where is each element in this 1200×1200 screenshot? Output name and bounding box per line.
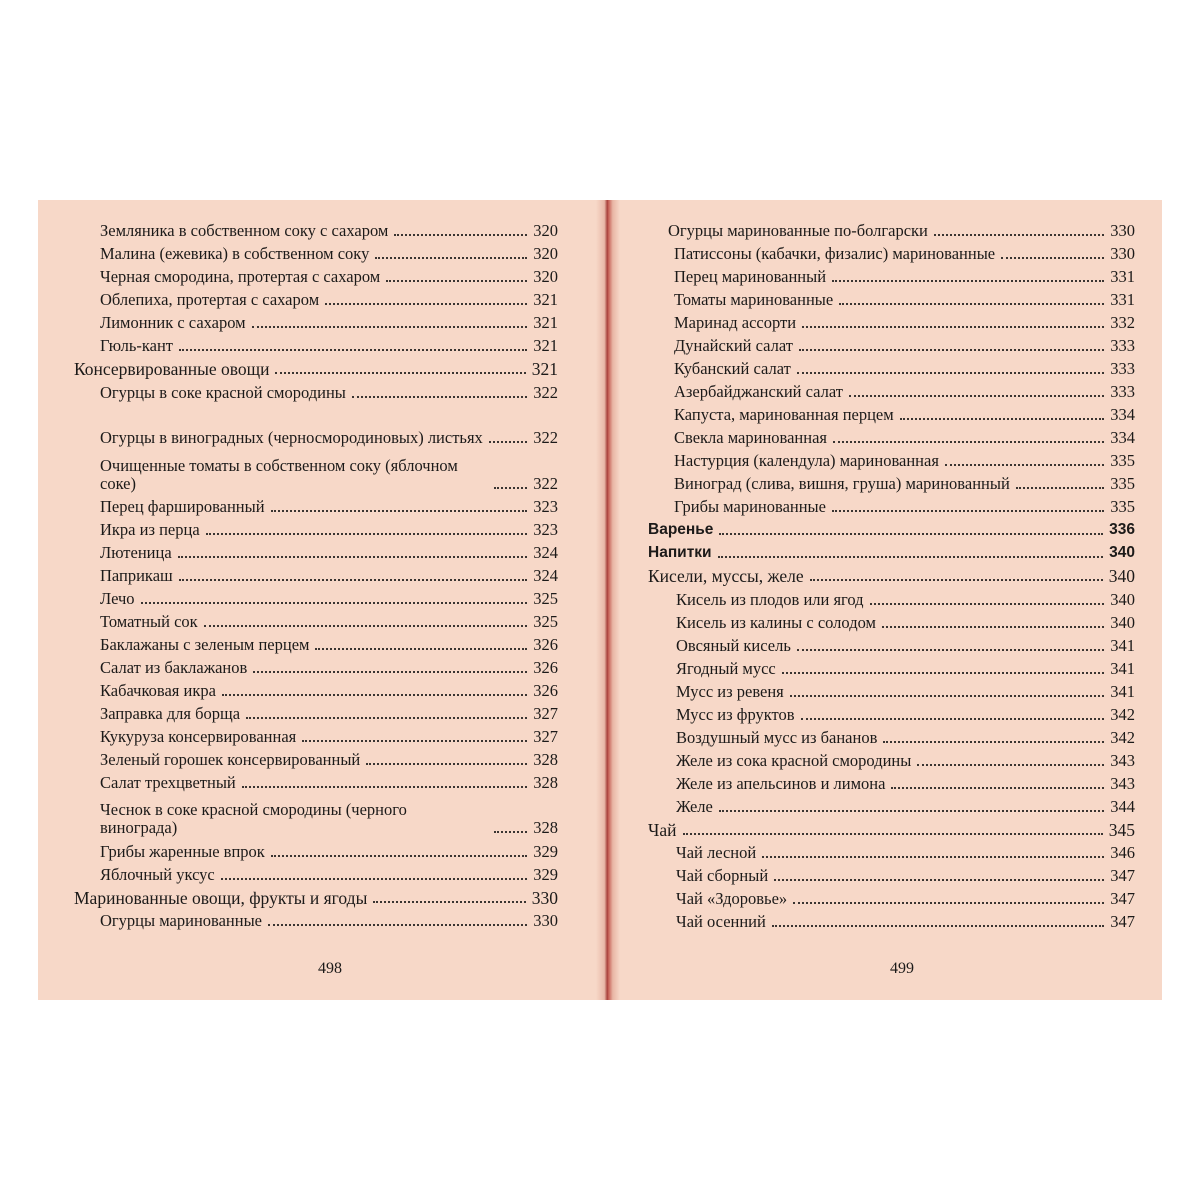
dot-leader: [839, 303, 1104, 305]
toc-entry-title: Перец маринованный: [674, 267, 827, 286]
toc-entry: [676, 704, 1135, 724]
toc-page-number: 347: [1110, 889, 1135, 908]
toc-page-number: 325: [533, 589, 558, 608]
dot-leader: [394, 234, 527, 236]
dot-leader: [882, 626, 1104, 628]
dot-leader: [934, 234, 1104, 236]
toc-page-number: 323: [533, 520, 558, 539]
toc-entry: [668, 220, 1135, 240]
toc-page-number: 322: [533, 428, 558, 447]
toc-entry-title: Салат трехцветный: [100, 773, 236, 792]
toc-page-number: 328: [533, 818, 558, 837]
dot-leader: [833, 441, 1104, 443]
toc-entry-title: Овсяный кисель: [676, 636, 791, 655]
toc-entry: [674, 289, 1135, 309]
dot-leader: [719, 810, 1104, 812]
dot-leader: [271, 510, 528, 512]
right-page: [610, 200, 1162, 1000]
toc-entry: [676, 842, 1135, 862]
toc-entry: [100, 864, 558, 884]
toc-entry: [100, 703, 558, 723]
toc-entry-title: Кисели, муссы, желе: [648, 566, 804, 586]
toc-entry: [100, 266, 558, 286]
toc-entry-title: Салат из баклажанов: [100, 658, 248, 677]
page-number-right: 499: [890, 960, 914, 977]
dot-leader: [315, 648, 527, 650]
toc-entry-title: Лимонник с сахаром: [100, 313, 246, 332]
toc-entry: [100, 611, 558, 631]
dot-leader: [917, 764, 1104, 766]
toc-entry: [100, 451, 558, 493]
toc-page-number: 334: [1110, 428, 1135, 447]
toc-page-number: 330: [533, 911, 558, 930]
toc-entry-title: Дунайский салат: [674, 336, 793, 355]
toc-entry: [674, 312, 1135, 332]
toc-entry: [100, 312, 558, 332]
toc-page-number: 332: [1110, 313, 1135, 332]
dot-leader: [178, 556, 528, 558]
toc-entry: [100, 749, 558, 769]
page-number-left: 498: [318, 960, 342, 977]
toc-entry: [676, 727, 1135, 747]
dot-leader: [302, 740, 527, 742]
dot-leader: [242, 786, 527, 788]
toc-page-number: 335: [1110, 497, 1135, 516]
toc-entry-title: Очищенные томаты в собственном соку (яблочном соке): [100, 456, 458, 493]
toc-entry-title: Кубанский салат: [674, 359, 791, 378]
toc-page-number: 320: [533, 267, 558, 286]
toc-entry-title: Консервированные овощи: [74, 359, 270, 379]
toc-entry-title: Кисель из калины с солодом: [676, 613, 876, 632]
toc-entry: [676, 635, 1135, 655]
toc-entry-title: Гюль-кант: [100, 336, 174, 355]
dot-leader: [832, 280, 1104, 282]
toc-entry: [674, 266, 1135, 286]
toc-entry: [648, 542, 1135, 562]
toc-entry-title: Икра из перца: [100, 520, 200, 539]
dot-leader: [489, 441, 527, 443]
dot-leader: [891, 787, 1104, 789]
toc-entry: [100, 405, 558, 447]
toc-entry-title: Земляника в собственном соку с сахаром: [100, 221, 389, 240]
toc-entry-title: Настурция (календула) маринованная: [674, 451, 939, 470]
toc-entry-title: Огурцы маринованные: [100, 911, 263, 930]
toc-entry-title: Паприкаш: [100, 566, 173, 585]
toc-page-number: 326: [533, 681, 558, 700]
dot-leader: [772, 925, 1104, 927]
toc-page-number: 321: [533, 290, 558, 309]
dot-leader: [268, 924, 527, 926]
toc-page-number: 340: [1110, 613, 1135, 632]
toc-entry-title: Маринованные овощи, фрукты и ягоды: [74, 888, 368, 908]
toc-page-number: 324: [533, 543, 558, 562]
toc-page-number: 340: [1108, 566, 1135, 586]
toc-entry: [676, 911, 1135, 931]
toc-page-number: 330: [531, 888, 558, 908]
toc-entry-title: Томаты маринованные: [674, 290, 834, 309]
dot-leader: [206, 533, 528, 535]
toc-entry: [674, 358, 1135, 378]
toc-entry-title: Чай сборный: [676, 866, 769, 885]
toc-page-number: 328: [533, 773, 558, 792]
dot-leader: [373, 901, 525, 903]
toc-page-number: 322: [533, 383, 558, 402]
toc-entry: [100, 910, 558, 930]
toc-page-number: 325: [533, 612, 558, 631]
toc-page-number: 329: [533, 865, 558, 884]
toc-page-number: 321: [531, 359, 558, 379]
toc-entry-title: Заправка для борща: [100, 704, 241, 723]
toc-entry: [100, 634, 558, 654]
toc-entry-title: Зеленый горошек консервированный: [100, 750, 361, 769]
toc-entry-title: Азербайджанский салат: [674, 382, 843, 401]
toc-entry: [674, 450, 1135, 470]
toc-entry: [100, 565, 558, 585]
toc-entry: [676, 658, 1135, 678]
toc-entry: [674, 496, 1135, 516]
toc-page-number: 328: [533, 750, 558, 769]
dot-leader: [366, 763, 527, 765]
toc-page-number: 343: [1110, 751, 1135, 770]
toc-entry: [100, 657, 558, 677]
toc-page-number: 334: [1110, 405, 1135, 424]
toc-page-number: 347: [1110, 912, 1135, 931]
book-spread: [38, 200, 1162, 1000]
toc-page-number: 333: [1110, 336, 1135, 355]
toc-entry-title: Капуста, маринованная перцем: [674, 405, 894, 424]
toc-page-number: 322: [533, 474, 558, 493]
dot-leader: [683, 833, 1103, 835]
toc-entry-title: Огурцы в виноградных (черносмородиновых) листьях: [100, 428, 483, 447]
toc-entry-title: Грибы жаренные впрок: [100, 842, 265, 861]
toc-entry-title: Чай «Здоровье»: [676, 889, 788, 908]
toc-entry: [676, 750, 1135, 770]
toc-page-number: 336: [1109, 521, 1135, 538]
dot-leader: [221, 878, 527, 880]
toc-entry: [100, 841, 558, 861]
dot-leader: [352, 396, 527, 398]
dot-leader: [774, 879, 1104, 881]
toc-page-number: 343: [1110, 774, 1135, 793]
toc-page-number: 340: [1110, 590, 1135, 609]
toc-entry: [100, 680, 558, 700]
toc-entry: [74, 887, 558, 907]
toc-entry: [100, 289, 558, 309]
toc-page-number: 320: [533, 244, 558, 263]
toc-entry-title: Яблочный уксус: [100, 865, 215, 884]
toc-entry: [676, 865, 1135, 885]
toc-entry: [100, 588, 558, 608]
toc-entry-title: Чеснок в соке красной смородины (черного винограда): [100, 800, 407, 837]
toc-page-number: 346: [1110, 843, 1135, 862]
toc-page-number: 323: [533, 497, 558, 516]
toc-page-number: 327: [533, 727, 558, 746]
toc-entry: [100, 772, 558, 792]
toc-page-number: 331: [1110, 290, 1135, 309]
toc-entry-title: Патиссоны (кабачки, физалис) маринованные: [674, 244, 996, 263]
toc-page-number: 335: [1110, 451, 1135, 470]
toc-entry: [676, 888, 1135, 908]
toc-entry: [648, 819, 1135, 839]
toc-entry-title: Чай: [648, 820, 677, 840]
toc-entry: [100, 496, 558, 516]
dot-leader: [810, 579, 1103, 581]
toc-entry: [674, 381, 1135, 401]
toc-entry-title: Кисель из плодов или ягод: [676, 590, 864, 609]
dot-leader: [832, 510, 1104, 512]
toc-page-number: 330: [1110, 221, 1135, 240]
toc-entry: [100, 220, 558, 240]
toc-entry-title: Томатный сок: [100, 612, 198, 631]
toc-entry: [674, 243, 1135, 263]
toc-entry-title: Виноград (слива, вишня, груша) маринованный: [674, 474, 1010, 493]
dot-leader: [141, 602, 528, 604]
dot-leader: [494, 831, 527, 833]
dot-leader: [790, 695, 1104, 697]
toc-entry-title: Чай осенний: [676, 912, 766, 931]
dot-leader: [253, 671, 527, 673]
toc-entry: [648, 519, 1135, 539]
toc-entry-title: Баклажаны с зеленым перцем: [100, 635, 310, 654]
toc-page-number: 342: [1110, 705, 1135, 724]
dot-leader: [718, 556, 1104, 558]
toc-entry-title: Желе из сока красной смородины: [676, 751, 912, 770]
toc-entry-title: Желе из апельсинов и лимона: [676, 774, 886, 793]
toc-page-number: 324: [533, 566, 558, 585]
toc-entry: [676, 589, 1135, 609]
toc-entry: [648, 565, 1135, 585]
toc-page-number: 345: [1108, 820, 1135, 840]
toc-entry-title: Малина (ежевика) в собственном соку: [100, 244, 370, 263]
toc-page-number: 333: [1110, 382, 1135, 401]
dot-leader: [204, 625, 528, 627]
toc-entry-title: Лечо: [100, 589, 135, 608]
toc-entry-title: Перец фаршированный: [100, 497, 265, 516]
toc-page-number: 333: [1110, 359, 1135, 378]
dot-leader: [802, 326, 1104, 328]
toc-page-number: 340: [1109, 544, 1135, 561]
toc-entry: [100, 335, 558, 355]
toc-page-number: 347: [1110, 866, 1135, 885]
dot-leader: [945, 464, 1104, 466]
toc-entry-title: Воздушный мусс из бананов: [676, 728, 878, 747]
toc-entry-title: Кабачковая икра: [100, 681, 216, 700]
toc-entry-title: Мусс из фруктов: [676, 705, 795, 724]
toc-entry-title: Огурцы в соке красной смородины: [100, 383, 346, 402]
toc-entry: [100, 519, 558, 539]
dot-leader: [801, 718, 1105, 720]
dot-leader: [275, 372, 525, 374]
toc-page-number: 342: [1110, 728, 1135, 747]
dot-leader: [719, 533, 1103, 535]
dot-leader: [222, 694, 527, 696]
toc-page-number: 341: [1110, 636, 1135, 655]
toc-entry: [74, 358, 558, 378]
toc-page-number: 321: [533, 336, 558, 355]
toc-entry-title: Свекла маринованная: [674, 428, 828, 447]
toc-entry: [100, 542, 558, 562]
dot-leader: [799, 349, 1104, 351]
toc-entry-title: Лютеница: [100, 543, 172, 562]
dot-leader: [797, 649, 1104, 651]
dot-leader: [849, 395, 1104, 397]
toc-entry-title: Огурцы маринованные по-болгарски: [668, 221, 928, 240]
toc-page-number: 329: [533, 842, 558, 861]
dot-leader: [870, 603, 1105, 605]
toc-page-number: 341: [1110, 682, 1135, 701]
toc-page-number: 344: [1110, 797, 1135, 816]
dot-leader: [883, 741, 1104, 743]
dot-leader: [271, 855, 527, 857]
toc-page-number: 335: [1110, 474, 1135, 493]
toc-page-number: 320: [533, 221, 558, 240]
dot-leader: [375, 257, 527, 259]
dot-leader: [179, 349, 527, 351]
dot-leader: [179, 579, 528, 581]
toc-entry-title: Напитки: [648, 544, 712, 561]
toc-entry: [676, 681, 1135, 701]
toc-entry-title: Грибы маринованные: [674, 497, 826, 516]
toc-entry-title: Черная смородина, протертая с сахаром: [100, 267, 381, 286]
dot-leader: [782, 672, 1105, 674]
toc-entry: [100, 243, 558, 263]
toc-entry: [674, 335, 1135, 355]
toc-entry-title: Желе: [676, 797, 713, 816]
toc-entry: [674, 473, 1135, 493]
toc-page-number: 321: [533, 313, 558, 332]
dot-leader: [797, 372, 1104, 374]
dot-leader: [900, 418, 1105, 420]
dot-leader: [1001, 257, 1104, 259]
dot-leader: [494, 487, 527, 489]
toc-page-number: 330: [1110, 244, 1135, 263]
left-page: [38, 200, 604, 1000]
toc-entry-title: Облепиха, протертая с сахаром: [100, 290, 320, 309]
dot-leader: [325, 303, 527, 305]
toc-entry-title: Варенье: [648, 521, 714, 538]
toc-entry: [100, 382, 558, 402]
dot-leader: [762, 856, 1104, 858]
toc-page-number: 331: [1110, 267, 1135, 286]
toc-entry: [676, 796, 1135, 816]
toc-entry-title: Кукуруза консервированная: [100, 727, 297, 746]
toc-entry-title: Мусс из ревеня: [676, 682, 784, 701]
toc-entry-title: Ягодный мусс: [676, 659, 776, 678]
toc-page-number: 326: [533, 635, 558, 654]
dot-leader: [386, 280, 527, 282]
toc-page-number: 326: [533, 658, 558, 677]
dot-leader: [1016, 487, 1104, 489]
toc-page-number: 327: [533, 704, 558, 723]
toc-entry-title: Маринад ассорти: [674, 313, 797, 332]
toc-entry: [676, 773, 1135, 793]
dot-leader: [246, 717, 527, 719]
toc-entry: [676, 612, 1135, 632]
toc-entry: [674, 404, 1135, 424]
dot-leader: [252, 326, 528, 328]
toc-page-number: 341: [1110, 659, 1135, 678]
toc-entry: [100, 726, 558, 746]
toc-entry-title: Чай лесной: [676, 843, 757, 862]
dot-leader: [793, 902, 1104, 904]
toc-entry: [100, 795, 558, 837]
toc-entry: [674, 427, 1135, 447]
